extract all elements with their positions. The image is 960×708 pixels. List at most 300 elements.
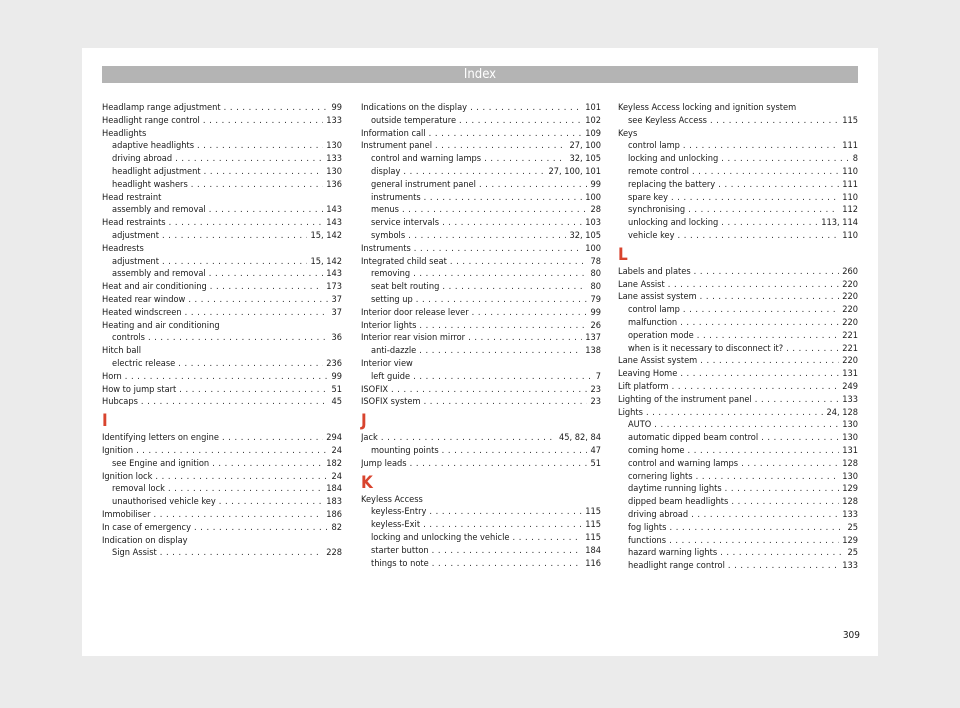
- index-subentry: [618, 535, 858, 548]
- entry-term: electric release: [112, 357, 176, 369]
- index-subentry: [618, 179, 858, 192]
- entry-term: controls: [112, 332, 145, 344]
- entry-page-ref: 113, 114: [821, 217, 858, 229]
- dot-leader: [402, 204, 588, 217]
- dot-leader: [416, 294, 588, 307]
- dot-leader: [222, 432, 323, 445]
- index-entry: [102, 345, 342, 358]
- index-entry: [361, 358, 601, 371]
- entry-term: display: [371, 165, 401, 177]
- entry-term: coming home: [628, 444, 685, 456]
- entry-page-ref: 115: [842, 114, 858, 126]
- dot-leader: [224, 102, 329, 115]
- index-entry: [618, 279, 858, 292]
- dot-leader: [450, 256, 588, 269]
- dot-leader: [204, 166, 324, 179]
- dot-leader: [429, 506, 582, 519]
- dot-leader: [209, 204, 324, 217]
- dot-leader: [413, 371, 593, 384]
- dot-leader: [683, 304, 839, 317]
- entry-page-ref: 130: [842, 419, 858, 431]
- entry-page-ref: 130: [326, 165, 342, 177]
- index-entry: [102, 522, 342, 535]
- dot-leader: [688, 445, 840, 458]
- entry-term: Sign Assist: [112, 547, 157, 559]
- entry-page-ref: 138: [585, 345, 601, 357]
- index-subentry: [618, 471, 858, 484]
- index-subentry: [618, 458, 858, 471]
- entry-term: assembly and removal: [112, 204, 206, 216]
- dot-leader: [697, 330, 839, 343]
- dot-leader: [442, 445, 588, 458]
- entry-page-ref: 130: [326, 140, 342, 152]
- index-subentry: [618, 560, 858, 573]
- index-entry: [102, 128, 342, 141]
- entry-page-ref: 8: [852, 153, 858, 165]
- entry-page-ref: 110: [842, 191, 858, 203]
- entry-term: anti-dazzle: [371, 345, 417, 357]
- entry-term: remote control: [628, 165, 689, 177]
- index-subentry: [618, 445, 858, 458]
- index-subentry: [361, 558, 601, 571]
- dot-leader: [197, 140, 323, 153]
- entry-page-ref: 36: [331, 332, 342, 344]
- entry-term: Heating and air conditioning: [102, 319, 220, 331]
- index-entry: [618, 266, 858, 279]
- entry-page-ref: 137: [585, 332, 601, 344]
- index-entry: [102, 509, 342, 522]
- index-subentry: [361, 179, 601, 192]
- entry-term: headlight washers: [112, 178, 188, 190]
- index-subentry: [618, 343, 858, 356]
- entry-term: Headlamp range adjustment: [102, 102, 221, 113]
- entry-page-ref: 79: [590, 293, 601, 305]
- dot-leader: [419, 345, 582, 358]
- entry-term: control lamp: [628, 140, 680, 152]
- entry-page-ref: 24: [331, 444, 342, 456]
- entry-term: Jump leads: [361, 457, 407, 469]
- dot-leader: [720, 547, 844, 560]
- entry-term: when is it necessary to disconnect it?: [628, 342, 784, 354]
- index-subentry: [618, 204, 858, 217]
- index-subentry: [361, 545, 601, 558]
- index-entry: [618, 128, 858, 141]
- entry-page-ref: 128: [842, 496, 858, 508]
- entry-page-ref: 99: [331, 370, 342, 382]
- index-subentry: [361, 532, 601, 545]
- dot-leader: [669, 535, 839, 548]
- index-subentry: [102, 140, 342, 153]
- entry-page-ref: 109: [585, 127, 601, 139]
- index-subentry: [102, 153, 342, 166]
- entry-page-ref: 133: [326, 153, 342, 165]
- dot-leader: [692, 166, 839, 179]
- index-column-3: [618, 102, 858, 573]
- entry-term: replacing the battery: [628, 178, 716, 190]
- entry-term: removal lock: [112, 483, 165, 495]
- index-entry: [102, 102, 342, 115]
- index-subentry: [618, 496, 858, 509]
- entry-page-ref: 24, 128: [826, 406, 858, 418]
- dot-leader: [442, 217, 582, 230]
- entry-page-ref: 101: [585, 102, 601, 113]
- entry-page-ref: 7: [595, 370, 601, 382]
- entry-term: mounting points: [371, 444, 439, 456]
- entry-term: cornering lights: [628, 470, 693, 482]
- entry-page-ref: 221: [842, 342, 858, 354]
- dot-leader: [125, 371, 329, 384]
- entry-page-ref: 32, 105: [569, 229, 601, 241]
- entry-term: operation mode: [628, 329, 694, 341]
- dot-leader: [691, 509, 839, 522]
- entry-term: Ignition lock: [102, 470, 153, 482]
- dot-leader: [721, 153, 850, 166]
- entry-page-ref: 15, 142: [310, 229, 342, 241]
- entry-term: adaptive headlights: [112, 140, 195, 152]
- index-section-letter: K: [361, 472, 373, 493]
- entry-term: spare key: [628, 191, 668, 203]
- entry-term: functions: [628, 534, 667, 546]
- entry-term: control and warning lamps: [371, 153, 482, 165]
- entry-page-ref: 27, 100, 101: [548, 165, 601, 177]
- entry-term: left guide: [371, 370, 411, 382]
- entry-page-ref: 220: [842, 278, 858, 290]
- index-subentry: [618, 153, 858, 166]
- entry-term: Lighting of the instrument panel: [618, 393, 752, 405]
- index-entry: [361, 320, 601, 333]
- entry-term: How to jump start: [102, 383, 177, 395]
- index-page: [82, 48, 878, 656]
- entry-term: Headrests: [102, 242, 144, 254]
- dot-leader: [721, 217, 818, 230]
- entry-term: adjustment: [112, 229, 160, 241]
- entry-term: driving abroad: [112, 153, 173, 165]
- entry-page-ref: 45, 82, 84: [558, 432, 601, 444]
- entry-term: In case of emergency: [102, 521, 191, 533]
- entry-page-ref: 130: [842, 470, 858, 482]
- index-subentry: [618, 217, 858, 230]
- entry-term: unauthorised vehicle key: [112, 496, 216, 508]
- entry-term: driving abroad: [628, 508, 689, 520]
- index-entry: [361, 102, 601, 115]
- index-subentry: [361, 281, 601, 294]
- entry-page-ref: 102: [585, 114, 601, 126]
- dot-leader: [424, 192, 583, 205]
- entry-page-ref: 236: [326, 357, 342, 369]
- entry-page-ref: 220: [842, 316, 858, 328]
- entry-term: things to note: [371, 557, 429, 569]
- index-entry: [102, 307, 342, 320]
- index-subentry: [361, 230, 601, 243]
- index-subentry: [102, 458, 342, 471]
- entry-page-ref: 28: [590, 204, 601, 216]
- entry-page-ref: 51: [590, 457, 601, 469]
- entry-term: Headlight range control: [102, 114, 200, 126]
- dot-leader: [435, 140, 566, 153]
- entry-page-ref: 103: [585, 217, 601, 229]
- index-subentry: [102, 332, 342, 345]
- entry-term: Lift platform: [618, 380, 669, 392]
- entry-page-ref: 133: [842, 393, 858, 405]
- entry-term: Interior view: [361, 357, 413, 369]
- entry-term: keyless-Exit: [371, 519, 421, 531]
- index-column-2: [361, 102, 601, 570]
- entry-page-ref: 110: [842, 229, 858, 241]
- entry-term: headlight adjustment: [112, 165, 201, 177]
- entry-page-ref: 111: [842, 140, 858, 152]
- dot-leader: [154, 509, 324, 522]
- entry-term: Keyless Access: [361, 493, 423, 505]
- entry-term: Heat and air conditioning: [102, 281, 207, 293]
- entry-term: Hitch ball: [102, 345, 142, 357]
- index-section-letter: J: [361, 411, 367, 432]
- entry-term: Heated windscreen: [102, 306, 182, 318]
- dot-leader: [141, 396, 329, 409]
- entry-page-ref: 184: [585, 544, 601, 556]
- dot-leader: [694, 266, 840, 279]
- dot-leader: [210, 281, 323, 294]
- dot-leader: [410, 458, 588, 471]
- index-subentry: [361, 506, 601, 519]
- entry-page-ref: 128: [842, 457, 858, 469]
- index-entry: [102, 535, 342, 548]
- entry-term: Identifying letters on engine: [102, 432, 219, 444]
- entry-term: automatic dipped beam control: [628, 432, 759, 444]
- entry-page-ref: 32, 105: [569, 153, 601, 165]
- entry-page-ref: 220: [842, 291, 858, 303]
- dot-leader: [678, 230, 840, 243]
- entry-term: Lights: [618, 406, 643, 418]
- entry-page-ref: 143: [326, 217, 342, 229]
- index-subentry: [618, 230, 858, 243]
- index-entry: [102, 432, 342, 445]
- dot-leader: [175, 153, 323, 166]
- entry-page-ref: 220: [842, 304, 858, 316]
- entry-term: menus: [371, 204, 399, 216]
- entry-term: Hubcaps: [102, 396, 138, 408]
- entry-term: Keys: [618, 127, 638, 139]
- index-subentry: [361, 268, 601, 281]
- dot-leader: [169, 217, 324, 230]
- index-subentry: [618, 304, 858, 317]
- index-subentry: [618, 522, 858, 535]
- dot-leader: [470, 102, 582, 115]
- entry-page-ref: 100: [585, 191, 601, 203]
- index-entry: [618, 394, 858, 407]
- index-entry: [102, 371, 342, 384]
- index-entry: [618, 291, 858, 304]
- index-entry: [102, 115, 342, 128]
- index-section-letter: I: [102, 411, 108, 432]
- entry-term: control and warning lamps: [628, 457, 739, 469]
- entry-term: adjustment: [112, 255, 160, 267]
- entry-page-ref: 82: [331, 521, 342, 533]
- entry-page-ref: 143: [326, 204, 342, 216]
- entry-term: ISOFIX: [361, 383, 389, 395]
- entry-term: Interior lights: [361, 319, 417, 331]
- index-entry: [102, 396, 342, 409]
- entry-term: assembly and removal: [112, 268, 206, 280]
- dot-leader: [148, 332, 329, 345]
- index-subentry: [618, 330, 858, 343]
- entry-page-ref: 133: [842, 560, 858, 572]
- entry-page-ref: 260: [842, 265, 858, 277]
- page-number: 309: [842, 630, 860, 641]
- index-entry: [361, 140, 601, 153]
- index-subentry: [102, 547, 342, 560]
- index-subentry: [618, 166, 858, 179]
- dot-leader: [179, 384, 328, 397]
- index-entry: [102, 471, 342, 484]
- entry-term: Keyless Access locking and ignition system: [618, 102, 797, 113]
- index-subentry: [618, 140, 858, 153]
- index-entry: [618, 368, 858, 381]
- dot-leader: [160, 547, 323, 560]
- entry-term: synchronising: [628, 204, 686, 216]
- index-entry: [102, 445, 342, 458]
- entry-page-ref: 115: [585, 531, 601, 543]
- entry-page-ref: 23: [590, 383, 601, 395]
- index-subentry: [102, 179, 342, 192]
- entry-page-ref: 27, 100: [569, 140, 601, 152]
- entry-page-ref: 80: [590, 268, 601, 280]
- entry-term: Information call: [361, 127, 426, 139]
- index-entry: [102, 192, 342, 205]
- dot-leader: [391, 384, 587, 397]
- entry-term: Instruments: [361, 242, 411, 254]
- entry-page-ref: 110: [842, 165, 858, 177]
- entry-term: Lane Assist: [618, 278, 665, 290]
- entry-term: removing: [371, 268, 411, 280]
- entry-page-ref: 133: [326, 114, 342, 126]
- entry-term: Head restraints: [102, 217, 166, 229]
- entry-page-ref: 116: [585, 557, 601, 569]
- entry-term: keyless-Entry: [371, 506, 427, 518]
- entry-term: Indications on the display: [361, 102, 468, 113]
- index-entry: [361, 256, 601, 269]
- dot-leader: [696, 471, 840, 484]
- index-entry: [361, 432, 601, 445]
- dot-leader: [728, 560, 839, 573]
- entry-page-ref: 186: [326, 508, 342, 520]
- entry-term: locking and unlocking the vehicle: [371, 531, 510, 543]
- entry-page-ref: 143: [326, 268, 342, 280]
- entry-term: Jack: [361, 432, 378, 444]
- entry-term: Interior rear vision mirror: [361, 332, 466, 344]
- entry-term: Interior door release lever: [361, 306, 469, 318]
- dot-leader: [442, 281, 587, 294]
- dot-leader: [680, 368, 839, 381]
- index-subentry: [618, 115, 858, 128]
- entry-term: locking and unlocking: [628, 153, 719, 165]
- entry-term: malfunction: [628, 316, 678, 328]
- dot-leader: [408, 230, 566, 243]
- index-entry: [102, 320, 342, 333]
- entry-term: starter button: [371, 544, 429, 556]
- entry-term: Lane Assist system: [618, 355, 698, 367]
- entry-page-ref: 51: [331, 383, 342, 395]
- entry-term: Head restraint: [102, 191, 162, 203]
- index-subentry: [102, 256, 342, 269]
- entry-term: dipped beam headlights: [628, 496, 729, 508]
- entry-page-ref: 136: [326, 178, 342, 190]
- index-subentry: [618, 432, 858, 445]
- entry-page-ref: 26: [590, 319, 601, 331]
- dot-leader: [432, 558, 582, 571]
- entry-term: Labels and plates: [618, 265, 691, 277]
- index-subentry: [361, 519, 601, 532]
- index-subentry: [618, 317, 858, 330]
- entry-page-ref: 115: [585, 519, 601, 531]
- entry-term: Heated rear window: [102, 293, 186, 305]
- index-section-letter: L: [618, 244, 628, 265]
- index-entry: [102, 294, 342, 307]
- entry-page-ref: 131: [842, 444, 858, 456]
- entry-term: Ignition: [102, 444, 134, 456]
- dot-leader: [414, 243, 582, 256]
- entry-page-ref: 220: [842, 355, 858, 367]
- entry-term: symbols: [371, 229, 406, 241]
- entry-page-ref: 228: [326, 547, 342, 559]
- dot-leader: [191, 179, 323, 192]
- index-subentry: [361, 115, 601, 128]
- index-subentry: [361, 294, 601, 307]
- index-entry: [102, 281, 342, 294]
- index-subentry: [102, 496, 342, 509]
- dot-leader: [479, 179, 588, 192]
- dot-leader: [669, 522, 844, 535]
- index-entry: [618, 381, 858, 394]
- index-subentry: [618, 419, 858, 432]
- dot-leader: [741, 458, 839, 471]
- index-subentry: [102, 268, 342, 281]
- entry-page-ref: 129: [842, 483, 858, 495]
- entry-term: hazard warning lights: [628, 547, 718, 559]
- index-entry: [361, 458, 601, 471]
- index-subentry: [361, 445, 601, 458]
- dot-leader: [429, 128, 583, 141]
- entry-term: Horn: [102, 370, 122, 382]
- entry-term: unlocking and locking: [628, 217, 719, 229]
- entry-term: setting up: [371, 293, 413, 305]
- index-entry: [361, 243, 601, 256]
- entry-page-ref: 249: [842, 380, 858, 392]
- entry-page-ref: 25: [847, 547, 858, 559]
- dot-leader: [212, 458, 323, 471]
- dot-leader: [209, 268, 324, 281]
- dot-leader: [203, 115, 323, 128]
- entry-page-ref: 15, 142: [310, 255, 342, 267]
- index-entry: [361, 128, 601, 141]
- dot-leader: [185, 307, 329, 320]
- dot-leader: [700, 291, 840, 304]
- dot-leader: [423, 519, 582, 532]
- dot-leader: [381, 432, 556, 445]
- entry-page-ref: 80: [590, 281, 601, 293]
- entry-page-ref: 131: [842, 368, 858, 380]
- entry-term: ISOFIX system: [361, 396, 421, 408]
- index-subentry: [361, 345, 601, 358]
- index-subentry: [361, 217, 601, 230]
- entry-page-ref: 294: [326, 432, 342, 444]
- entry-page-ref: 37: [331, 306, 342, 318]
- dot-leader: [178, 358, 323, 371]
- dot-leader: [683, 140, 839, 153]
- index-entry: [361, 332, 601, 345]
- dot-leader: [512, 532, 582, 545]
- index-subentry: [361, 371, 601, 384]
- entry-page-ref: 182: [326, 457, 342, 469]
